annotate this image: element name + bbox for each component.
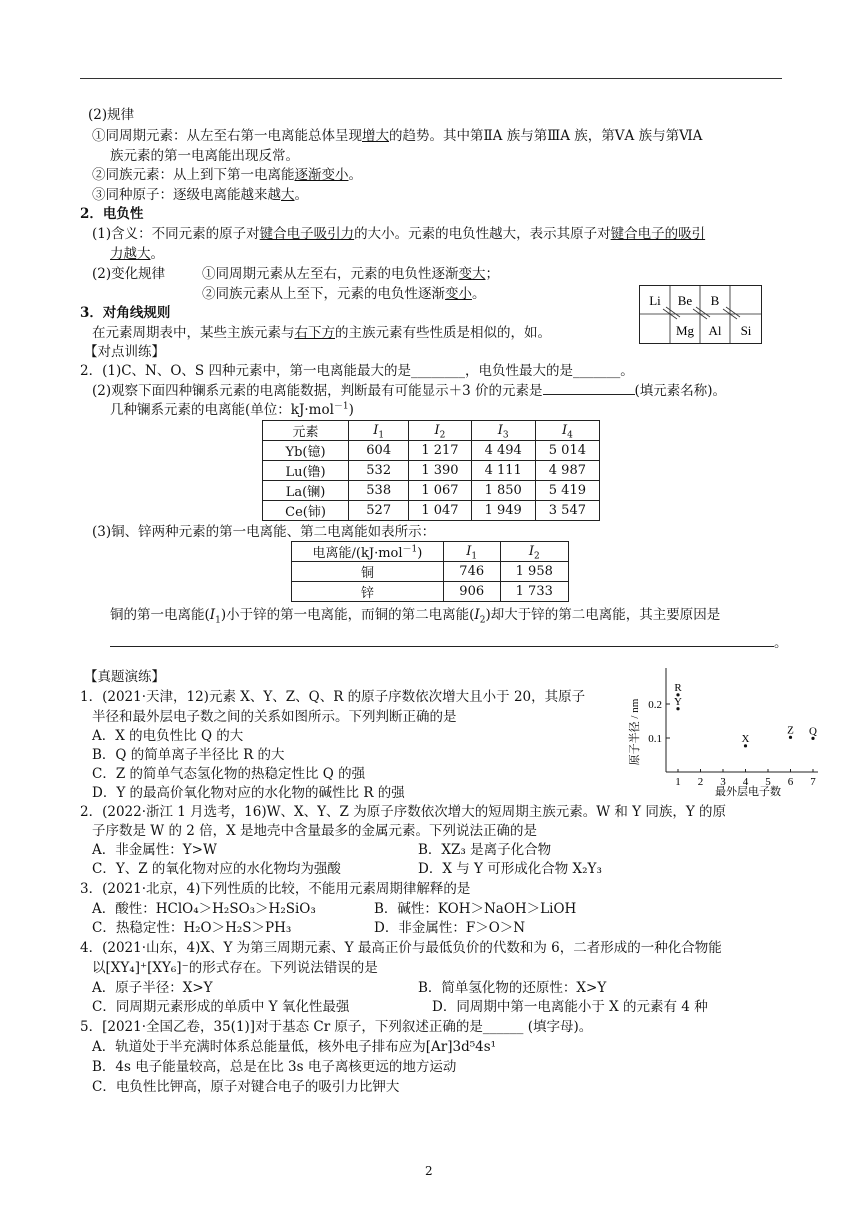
table-row: Yb(镱) 604 1 217 4 494 5 014: [263, 441, 600, 461]
problem-3-option-c: C．热稳定性：H₂O＞H₂S＞PH₃: [92, 920, 292, 936]
problem-3-option-a: A．酸性：HClO₄＞H₂SO₃＞H₂SiO₃: [92, 901, 316, 917]
practice-q3-answer: 。: [110, 634, 788, 652]
diagonal-rule-diagram: [639, 285, 763, 345]
problem-1-stem-a: 1．(2021·天津，12)元素 X、Y、Z、Q、R 的原子序数依次增大且小于 20，其原子: [80, 689, 586, 705]
x-tick-label: 1: [675, 776, 681, 788]
electroneg-definition: (1)含义：不同元素的原子对键合电子吸引力的大小。元素的电负性越大，表示其原子对键合电子的吸引: [92, 226, 706, 242]
diagonal-arrows: [663, 307, 740, 319]
table-row: 铜 746 1 958: [292, 562, 569, 582]
problem-2-stem-b: 子序数是 W 的 2 倍，X 是地壳中含量最多的金属元素。下列说法正确的是: [92, 823, 538, 839]
practice-q3: (3)铜、锌两种元素的第一电离能、第二电离能如表所示：: [92, 524, 436, 540]
element-mg: Mg: [675, 323, 695, 338]
problem-5-stem: 5．[2021·全国乙卷，35(1)]对于基态 Cr 原子，下列叙述正确的是______ (填字母)。: [80, 1019, 593, 1035]
problem-3-option-d: D．非金属性：F＞O＞N: [374, 920, 526, 936]
point-label-y: Y: [674, 695, 682, 708]
problem-5-option-c: C．电负性比钾高，原子对键合电子的吸引力比钾大: [92, 1079, 400, 1095]
figure-ylabel: 原子半径 / nm: [629, 698, 641, 766]
figure-xlabel: 最外层电子数: [715, 786, 781, 798]
diagonal-text: 在元素周期表中，某些主族元素与右下方的主族元素有些性质是相似的，如。: [92, 325, 551, 341]
problem-2-stem-a: 2．(2022·浙江 1 月选考，16)W、X、Y、Z 为原子序数依次增大的短周期主族元素。W 和 Y 同族，Y 的原: [80, 804, 727, 820]
electroneg-definition-b: 力越大。: [110, 246, 164, 262]
problem-4-option-c: C．同周期元素形成的单质中 Y 氧化性最强: [92, 999, 350, 1015]
problem-5-option-b: B．4s 电子能量较高，总是在比 3s 电子离核更远的地方运动: [92, 1059, 457, 1075]
point-label-z: Z: [787, 724, 794, 737]
table2-head-i2: $I_2$: [500, 542, 568, 562]
radius-figure: [620, 660, 825, 800]
problem-1-option-a: A．X 的电负性比 Q 的大: [92, 728, 244, 744]
point-label-x: X: [741, 732, 750, 745]
x-tick-label: 7: [810, 776, 816, 788]
table2-head-i1: $I_1$: [443, 542, 500, 562]
x-tick-label: 3: [720, 776, 726, 788]
table1-head-i1: $I_1$: [349, 421, 409, 441]
problem-5-option-a: A．轨道处于半充满时体系总能量低，核外电子排布应为[Ar]3d⁵4s¹: [92, 1039, 497, 1055]
table-row: La(镧) 538 1 067 1 850 5 419: [263, 481, 600, 501]
table1-head-i2: $I_2$: [409, 421, 471, 441]
element-al: Al: [708, 323, 722, 338]
real-heading: 【真题演练】: [84, 669, 165, 685]
element-li: Li: [649, 293, 661, 308]
table1-head-element: 元素: [263, 421, 349, 441]
problem-2-option-b: B．XZ₃ 是离子化合物: [418, 842, 552, 858]
change-rule-label: (2)变化规律: [92, 266, 166, 282]
table-row: Lu(镥) 532 1 390 4 111 4 987: [263, 461, 600, 481]
problem-1-option-b: B．Q 的简单离子半径比 R 的大: [92, 747, 285, 763]
table1-head-i3: $I_3$: [471, 421, 535, 441]
page-number: 2: [425, 1164, 433, 1178]
x-tick-label: 2: [697, 776, 704, 788]
change-rule-2: ②同族元素从上至下，元素的电负性逐渐变小。: [202, 286, 486, 302]
problem-4-option-a: A．原子半径：X>Y: [92, 980, 213, 996]
electroneg-heading: 2．电负性: [80, 206, 144, 222]
problem-1-option-d: D．Y 的最高价氧化物对应的水化物的碱性比 R 的强: [92, 785, 405, 801]
problem-1-option-c: C．Z 的简单气态氢化物的热稳定性比 Q 的强: [92, 766, 366, 782]
x-tick-label: 5: [765, 776, 771, 788]
problem-4-stem-b: 以[XY₄]⁺[XY₆]⁻的形式存在。下列说法错误的是: [92, 960, 378, 976]
rule-line-1: ①同周期元素：从左至右第一电离能总体呈现增大的趋势。其中第ⅡA 族与第ⅢA 族，第ⅤA 族与第ⅥA: [92, 128, 703, 144]
diagonal-heading: 3．对角线规则: [80, 305, 171, 321]
element-si: Si: [740, 323, 752, 338]
problem-4-stem-a: 4．(2021·山东，4)X、Y 为第三周期元素、Y 最高正价与最低负价的代数和为 6，二者形成的一种化合物能: [80, 940, 722, 956]
table-row: Ce(铈) 527 1 047 1 949 3 547: [263, 501, 600, 521]
table2-head-label: 电离能/(kJ·mol$^{-1}$): [292, 542, 444, 562]
x-tick-label: 4: [742, 776, 749, 788]
y-tick-label: 0.2: [648, 699, 662, 711]
practice-q1: 2．(1)C、N、O、S 四种元素中，第一电离能最大的是________，电负性最大的是_______。: [80, 363, 634, 379]
point-label-r: R: [674, 681, 682, 694]
rule-line-3: ③同种原子：逐级电离能越来越大。: [92, 187, 308, 203]
rule-line-1b: 族元素的第一电离能出现反常。: [110, 148, 299, 164]
point-label-q: Q: [809, 725, 817, 738]
ionization-table-lanthanides: [262, 420, 600, 521]
x-tick-label: 6: [787, 776, 794, 788]
problem-3-option-b: B．碱性：KOH＞NaOH＞LiOH: [374, 901, 577, 917]
problem-2-option-a: A．非金属性：Y>W: [92, 842, 217, 858]
problem-4-option-d: D．同周期中第一电离能小于 X 的元素有 4 种: [432, 999, 708, 1015]
table1-head-i4: $I_4$: [535, 421, 599, 441]
ionization-table-cu-zn: [291, 541, 569, 602]
practice-q3-text: 铜的第一电离能$(I_1)$小于锌的第一电离能，而铜的第二电离能$(I_2)$却大于锌的第二电离能，其主要原因是: [110, 607, 721, 626]
problem-4-option-b: B．简单氢化物的还原性：X>Y: [418, 980, 607, 996]
practice-heading: 【对点训练】: [84, 344, 165, 360]
rule-line-2: ②同族元素：从上到下第一电离能逐渐变小。: [92, 167, 362, 183]
element-b: B: [710, 293, 720, 308]
problem-1-stem-b: 半径和最外层电子数之间的关系如图所示。下列判断正确的是: [92, 709, 457, 725]
problem-2-option-c: C．Y、Z 的氧化物对应的水化物均为强酸: [92, 861, 341, 877]
problem-3-stem: 3．(2021·北京，4)下列性质的比较，不能用元素周期律解释的是: [80, 881, 471, 897]
y-tick-label: 0.1: [648, 733, 662, 745]
table1-caption: 几种镧系元素的电离能(单位：kJ·mol$^{-1}$): [110, 401, 354, 418]
problem-2-option-d: D．X 与 Y 可形成化合物 X₂Y₃: [418, 861, 602, 877]
rules-heading: (2)规律: [88, 107, 135, 123]
header-rule: [80, 78, 782, 79]
practice-q2: (2)观察下面四种镧系元素的电离能数据，判断最有可能显示＋3 价的元素是 (填元素名称)。: [92, 383, 727, 399]
table-row: 锌 906 1 733: [292, 582, 569, 602]
element-be: Be: [677, 293, 693, 308]
change-rule-1: ①同周期元素从左至右，元素的电负性逐渐变大；: [202, 266, 499, 282]
